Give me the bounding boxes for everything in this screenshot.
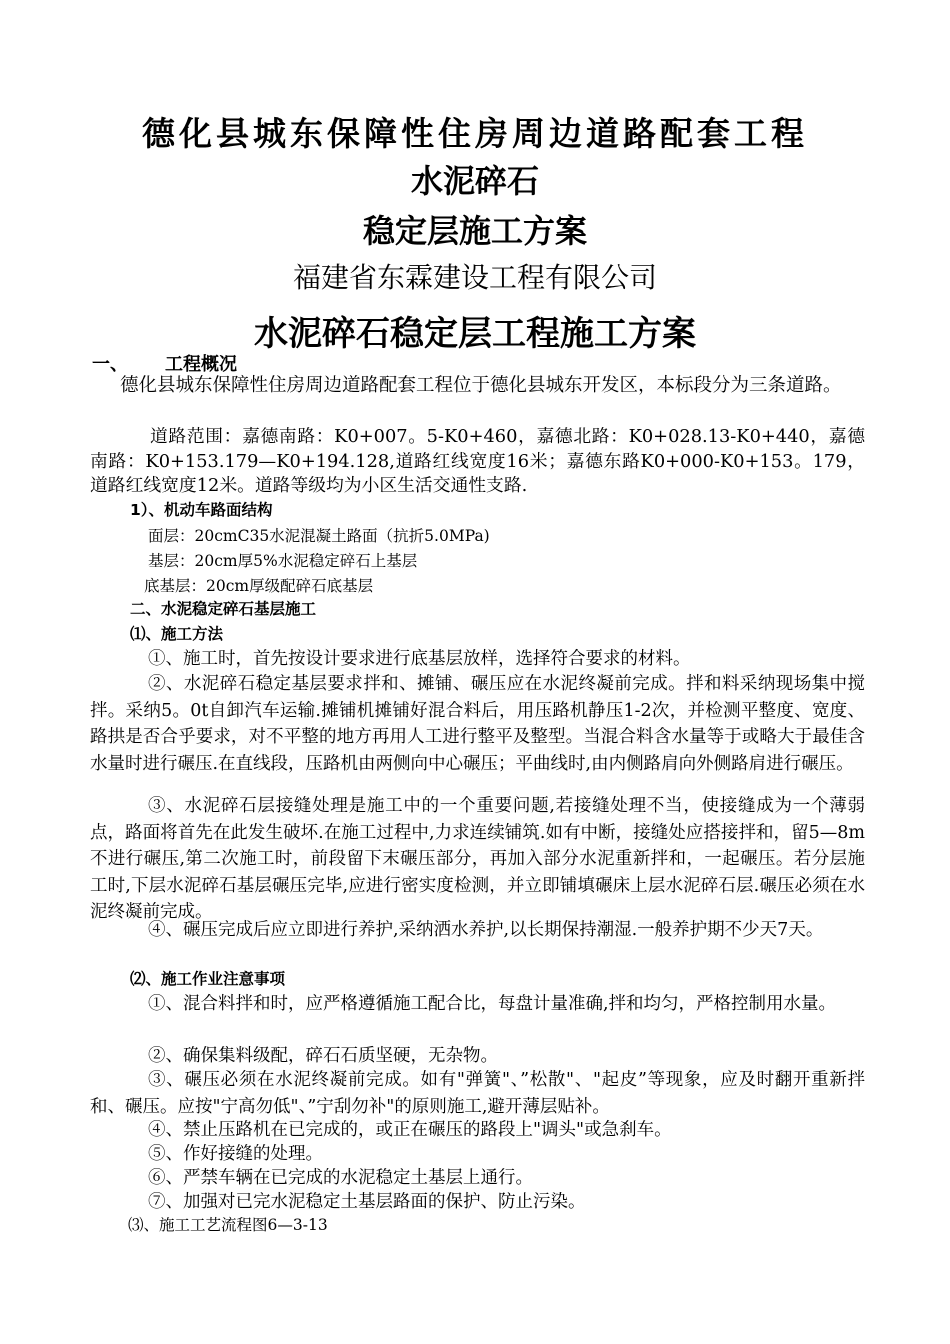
cover-company: 福建省东霖建设工程有限公司 xyxy=(292,261,657,294)
method-item-3: ③、水泥碎石层接缝处理是施工中的一个重要问题,若接缝处理不当，使接缝成为一个薄弱点，路面将首先在此发生破坏.在施工过程中,力求连续铺筑.如有中断，接缝处应搭接拌和，留5—8m不进行碾压,第二次施工时，前段留下末碾压部分，再加入部分水泥重新拌和，一起碾压。若分层施工时,下层水泥碎石基层碾压完毕,应进行密实度检测，并立即铺填碾床上层水泥碎石层.碾压必须在水泥终凝前完成。 xyxy=(90,796,865,922)
note-item-2: ②、确保集料级配，碎石石质坚硬，无杂物。 xyxy=(148,1046,498,1066)
note-item-5: ⑤、作好接缝的处理。 xyxy=(148,1144,323,1164)
layer-base: 基层：20cm厚5%水泥稳定碎石上基层 xyxy=(148,552,418,570)
method-item-4: ④、碾压完成后应立即进行养护,采纳洒水养护,以长期保持潮湿.一般养护期不少天7天。 xyxy=(148,920,824,940)
page-title: 水泥碎石稳定层工程施工方案 xyxy=(254,314,696,354)
intro-paragraph: 德化县城东保障性住房周边道路配套工程位于德化县城东开发区，本标段分为三条道路。 xyxy=(120,375,842,396)
note-item-4: ④、禁止压路机在已完成的，或正在碾压的路段上"调头"或急刹车。 xyxy=(148,1120,672,1140)
road-range-paragraph: 道路范围：嘉德南路：K0+007。5-K0+460，嘉德北路：K0+028.13-K0+440，嘉德南路：K0+153.179—K0+194.128,道路红线宽度16米；嘉德东路K0+000-K0+153。179，道路红线宽度12米。道路等级均为小区生活交通性支路. xyxy=(90,426,865,496)
section-2-title: 二、水泥稳定碎石基层施工 xyxy=(130,600,317,618)
cover-project-title: 德化县城东保障性住房周边道路配套工程 xyxy=(142,114,808,153)
method-item-1: ①、施工时，首先按设计要求进行底基层放样，选择符合要求的材料。 xyxy=(148,649,691,669)
note-item-3: ③、碾压必须在水泥终凝前完成。如有"弹簧"、”松散"、"起皮”等现象，应及时翻开重新拌和、碾压。应按"宁高勿低"、”宁刮勿补"的原则施工,避开薄层贴补。 xyxy=(90,1070,865,1117)
section-1-title: 工程概况 xyxy=(165,354,237,375)
method-title: ⑴、施工方法 xyxy=(130,625,224,643)
note-item-7: ⑦、加强对已完水泥稳定土基层路面的保护、防止污染。 xyxy=(148,1192,586,1212)
note-item-6: ⑥、严禁车辆在已完成的水泥稳定土基层上通行。 xyxy=(148,1168,533,1188)
notes-title: ⑵、施工作业注意事项 xyxy=(130,970,286,988)
section-1-number: 一、 xyxy=(92,354,128,375)
flowchart-caption: ⑶、施工工艺流程图6—3-13 xyxy=(128,1216,328,1234)
note-item-1: ①、混合料拌和时，应严格遵循施工配合比，每盘计量准确,拌和均匀，严格控制用水量。 xyxy=(148,994,837,1014)
cover-subtitle-1: 水泥碎石 xyxy=(410,162,539,200)
method-item-2: ②、水泥碎石稳定基层要求拌和、摊铺、碾压应在水泥终凝前完成。拌和料采纳现场集中搅拌。采纳5。0t自卸汽车运输.摊铺机摊铺好混合料后，用压路机静压1-2次，并检测平整度、宽度、路拱是否合乎要求，对不平整的地方再用人工进行整平及整型。当混合料含水量等于或略大于最佳含水量时进行碾压.在直线段，压路机由两侧向中心碾压；平曲线时,由内侧路肩向外侧路肩进行碾压。 xyxy=(90,674,865,774)
layer-subbase: 底基层：20cm厚级配碎石底基层 xyxy=(144,577,374,595)
layer-top: 面层：20cmC35水泥混凝土路面（抗折5.0MPa) xyxy=(148,527,490,545)
cover-subtitle-2: 稳定层施工方案 xyxy=(362,212,587,250)
sub1-title: 1）、机动车路面结构 xyxy=(130,501,273,519)
